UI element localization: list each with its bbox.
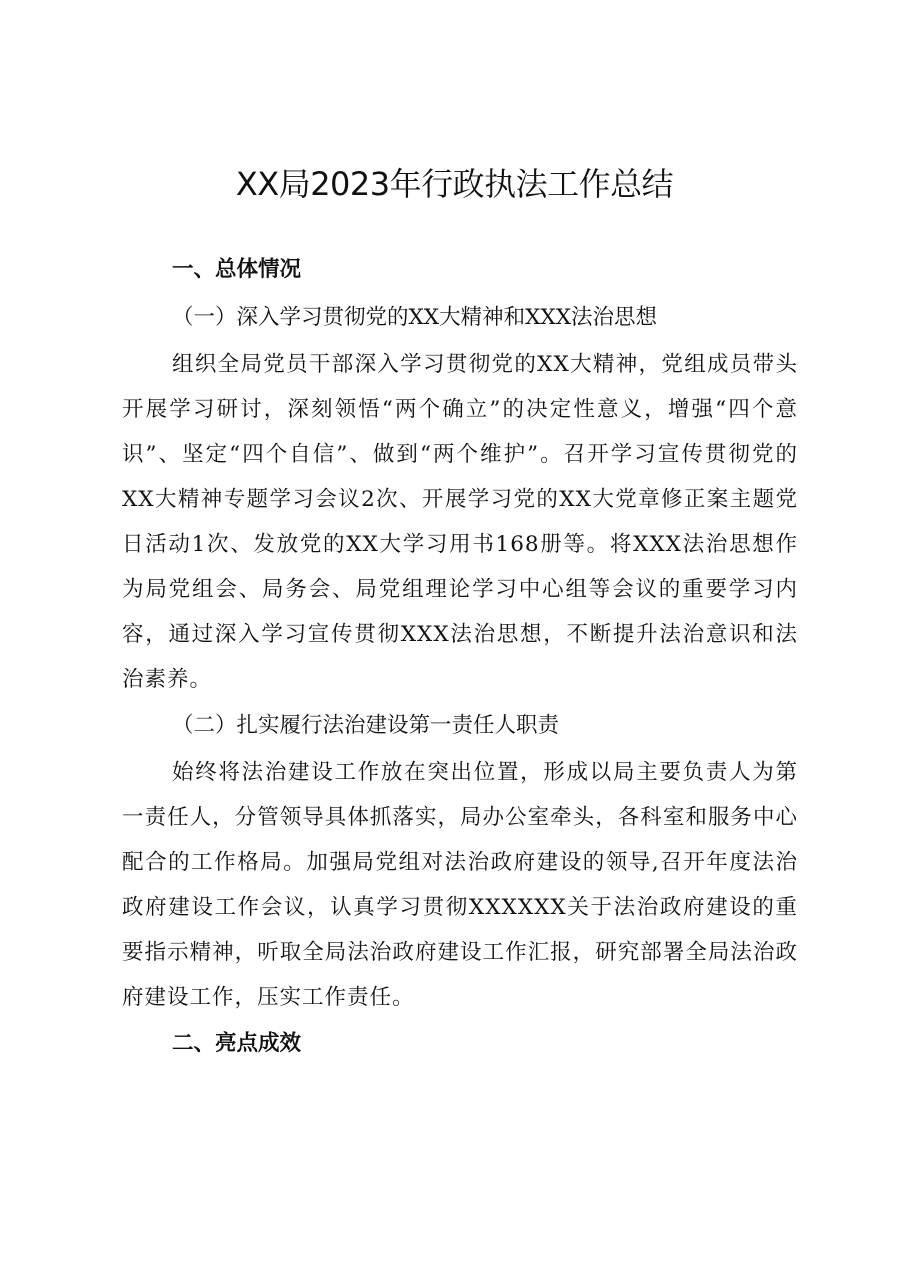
document-title: XX局2023年行政执法工作总结	[235, 165, 674, 203]
section-heading-overview: 一、总体情况	[172, 257, 302, 282]
section-heading-highlights: 二、亮点成效	[172, 1031, 302, 1056]
paragraph-responsibility: 始终将法治建设工作放在突出位置，形成以局主要负责人为第一责任人，分管领导具体抓落实，局办公室牵头，各科室和服务中心配合的工作格局。加强局党组对法治政府建设的领导,召开年度法治政府建设工作会议，认真学习贯彻XXXXXX关于法治政府建设的重要指示精神，听取全局法治政府建设工作汇报，研究部署全局法治政府建设工作，压实工作责任。	[122, 760, 798, 1010]
document-body	[122, 246, 798, 1068]
subsection-heading-responsibility: （二）扎实履行法治建设第一责任人职责	[172, 713, 560, 738]
paragraph-study: 组织全局党员干部深入学习贯彻党的XX大精神，党组成员带头开展学习研讨，深刻领悟“两个确立”的决定性意义，增强“四个意识”、坚定“四个自信”、做到“两个维护”。召开学习宣传贯彻党的XX大精神专题学习会议2次、开展学习党的XX大党章修正案主题党日活动1次、发放党的XX大学习用书168册等。将XXX法治思想作为局党组会、局务会、局党组理论学习中心组等会议的重要学习内容，通过深入学习宣传贯彻XXX法治思想，不断提升法治意识和法治素养。	[122, 352, 798, 692]
subsection-heading-study: （一）深入学习贯彻党的XX大精神和XXX法治思想	[172, 305, 658, 330]
